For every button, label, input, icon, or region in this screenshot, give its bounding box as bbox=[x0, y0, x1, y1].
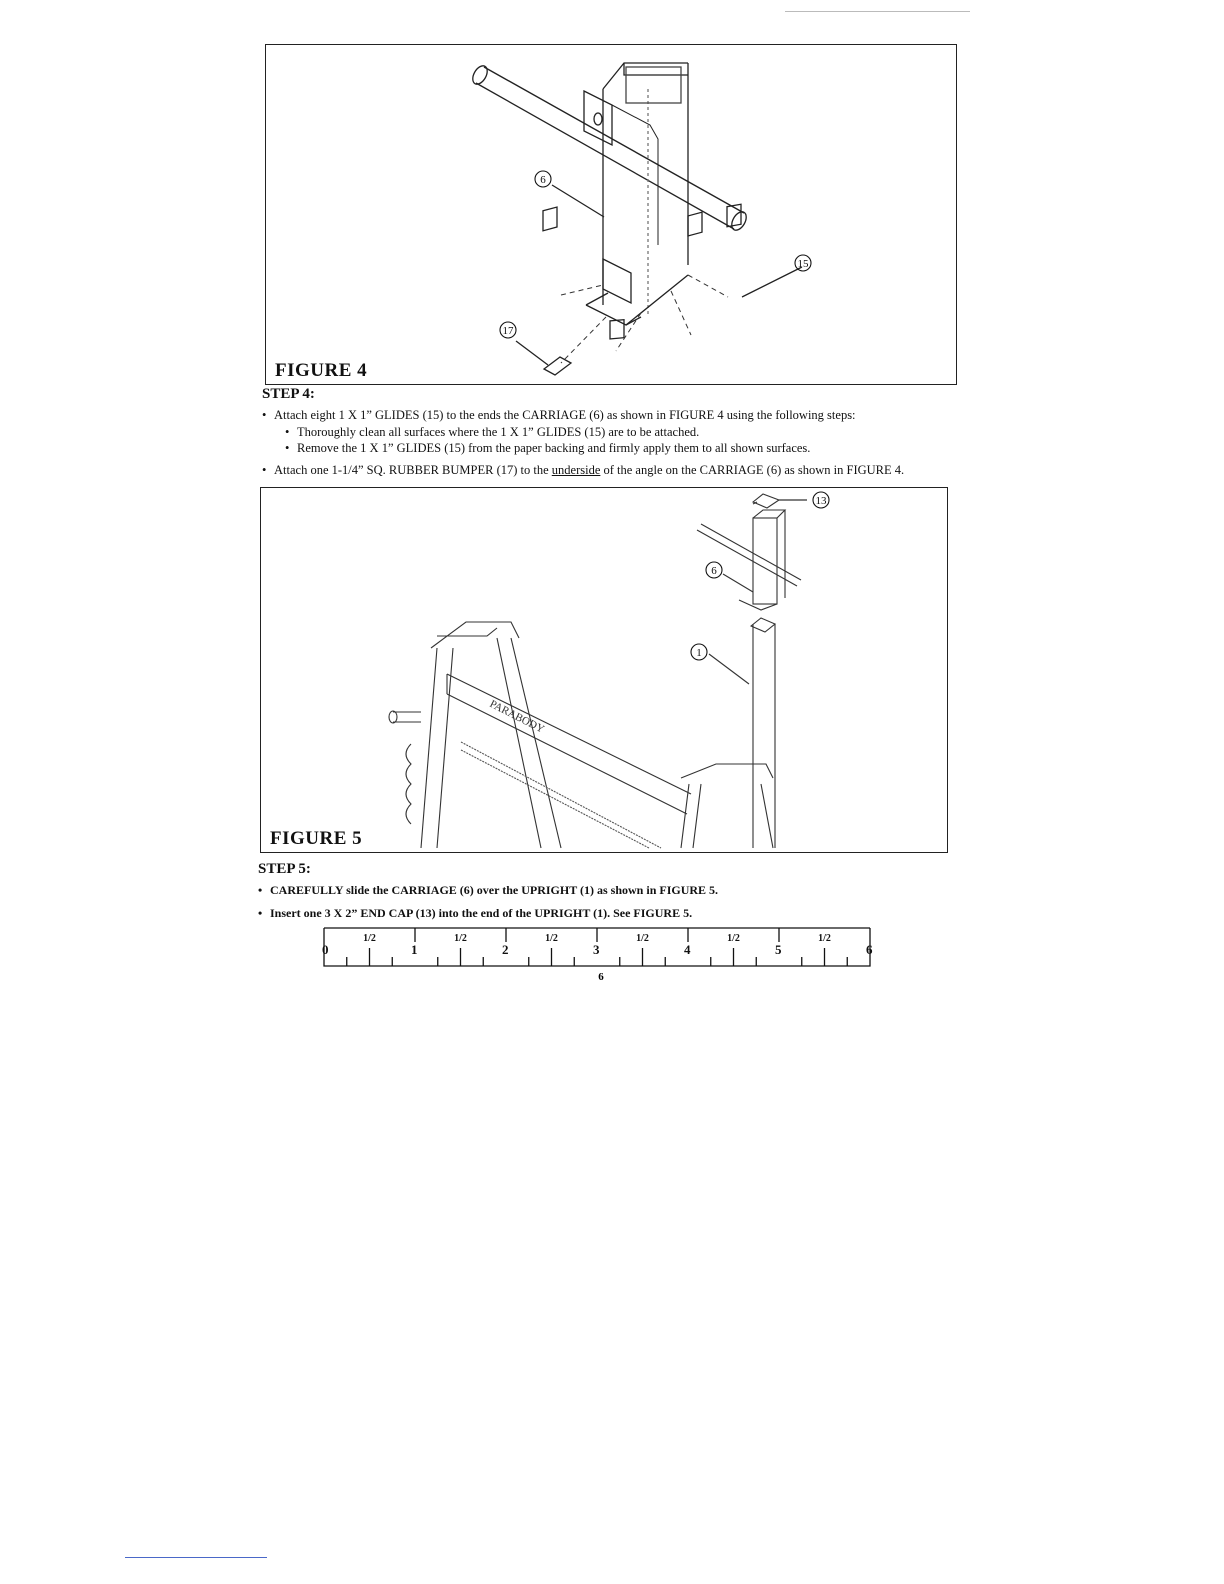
step-4-line-2-before: Attach one 1-1/4” SQ. RUBBER BUMPER (17) to the bbox=[274, 463, 552, 477]
ruler-half-label: 1/2 bbox=[363, 933, 376, 944]
step-4-sub-2-text: Remove the 1 X 1” GLIDES (15) from the paper backing and firmly apply them to all shown surfaces. bbox=[297, 441, 811, 455]
step-4-line-2 bbox=[262, 463, 904, 478]
step-5-line-2 bbox=[258, 906, 692, 921]
callout-1: 1 bbox=[696, 647, 702, 659]
ruler-number: 2 bbox=[502, 942, 509, 957]
bullet: • bbox=[285, 441, 290, 455]
ruler-svg bbox=[318, 924, 880, 984]
step-4-heading: STEP 4: bbox=[262, 386, 315, 402]
step-4-line-1 bbox=[262, 408, 856, 423]
step-4-line-1-text: Attach eight 1 X 1” GLIDES (15) to the ends the CARRIAGE (6) as shown in FIGURE 4 using the following steps: bbox=[274, 408, 856, 422]
callout-15: 15 bbox=[797, 258, 809, 270]
step-5-line-1-text: CAREFULLY slide the CARRIAGE (6) over the UPRIGHT (1) as shown in FIGURE 5. bbox=[270, 883, 719, 897]
figure-4-label: FIGURE 4 bbox=[275, 360, 368, 381]
bullet: • bbox=[258, 883, 263, 897]
ruler-half-label: 1/2 bbox=[636, 933, 649, 944]
ruler-number: 3 bbox=[593, 942, 600, 957]
bullet: • bbox=[258, 906, 263, 920]
step-4-sub-1 bbox=[285, 425, 699, 440]
step-4-sub-1-text: Thoroughly clean all surfaces where the 1 X 1” GLIDES (15) are to be attached. bbox=[297, 425, 700, 439]
ruler-half-label: 1/2 bbox=[818, 933, 831, 944]
parabody-brand: PARABODY bbox=[487, 697, 547, 736]
ruler-number: 5 bbox=[775, 942, 782, 957]
ruler-caption: 6 bbox=[598, 971, 604, 983]
measurement-ruler bbox=[318, 924, 880, 989]
callout-6-fig5: 6 bbox=[711, 565, 717, 577]
step-4-sub-2 bbox=[285, 441, 810, 456]
callout-17: 17 bbox=[502, 325, 514, 337]
callout-6-fig4: 6 bbox=[540, 174, 546, 186]
figure-5-label: FIGURE 5 bbox=[270, 828, 363, 849]
callout-13: 13 bbox=[815, 495, 827, 507]
step-5-line-1 bbox=[258, 883, 718, 898]
bullet: • bbox=[262, 408, 267, 422]
figure-4 bbox=[265, 44, 957, 385]
figure-5-drawing bbox=[261, 488, 947, 852]
ruler-number: 1 bbox=[411, 942, 418, 957]
bullet: • bbox=[285, 425, 290, 439]
step-5-line-2-text: Insert one 3 X 2” END CAP (13) into the end of the UPRIGHT (1). See FIGURE 5. bbox=[270, 906, 693, 920]
ruler-number: 0 bbox=[322, 942, 329, 957]
figure-4-drawing bbox=[266, 45, 956, 384]
step-4-line-2-after: of the angle on the CARRIAGE (6) as shown in FIGURE 4. bbox=[600, 463, 905, 477]
bullet: • bbox=[262, 463, 267, 477]
ruler-number: 6 bbox=[866, 942, 873, 957]
ruler-number: 4 bbox=[684, 942, 691, 957]
figure-5 bbox=[260, 487, 948, 853]
ruler-half-label: 1/2 bbox=[454, 933, 467, 944]
ruler-half-label: 1/2 bbox=[727, 933, 740, 944]
step-4-line-2-underlined: underside bbox=[551, 463, 601, 477]
step-5-heading: STEP 5: bbox=[258, 861, 311, 877]
top-scan-rule bbox=[785, 11, 970, 12]
ruler-half-label: 1/2 bbox=[545, 933, 558, 944]
bottom-link-rule bbox=[125, 1557, 267, 1558]
